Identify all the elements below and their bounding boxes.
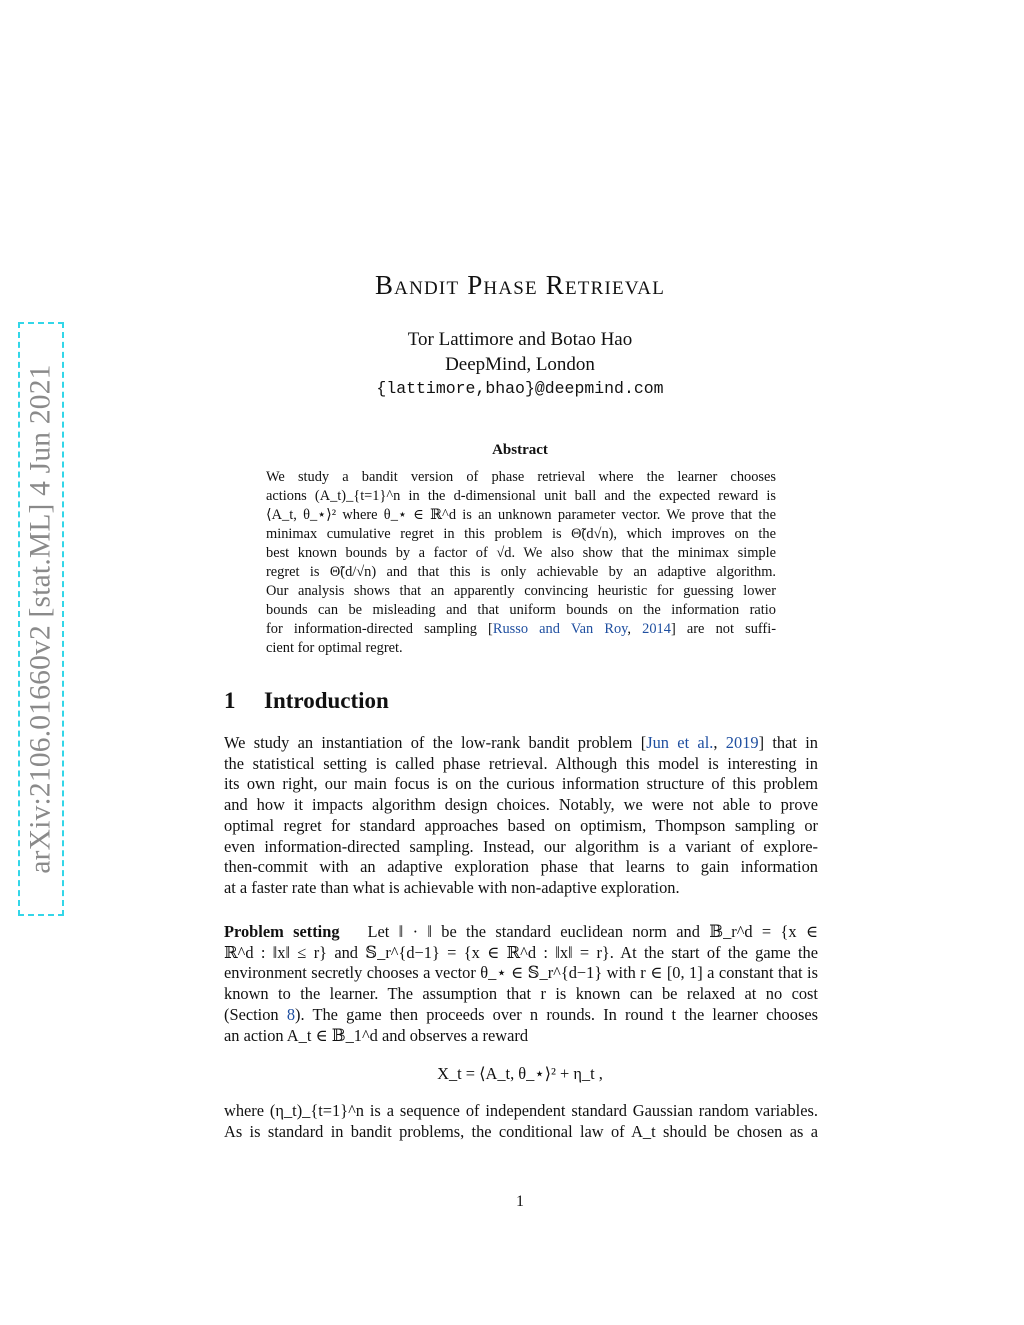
- abstract-line: ⟨A_t, θ_⋆⟩² where θ_⋆ ∈ ℝ^d is an unknown parameter vector. We prove that the: [266, 507, 776, 523]
- abstract-line: regret is Θ̃(d/√n) and that this is only achievable by an adaptive algorithm.: [266, 564, 776, 580]
- abstract-line-with-citation: [266, 620, 776, 639]
- intro-line: the statistical setting is called phase retrieval. Although this model is interesting in: [224, 753, 818, 773]
- citation-year-2014[interactable]: 2014: [642, 621, 671, 637]
- citation-year-2019[interactable]: 2019: [725, 733, 759, 752]
- intro-line: then-commit with an adaptive exploration phase that learns to gain information: [224, 857, 818, 877]
- intro-text: We study an instantiation of the low-rank bandit problem [: [224, 733, 647, 752]
- abstract-line: actions (A_t)_{t=1}^n in the d-dimensional unit ball and the expected reward is: [266, 488, 776, 504]
- problem-line-with-heading: [224, 922, 818, 943]
- intro-line-with-citation: [224, 733, 818, 754]
- problem-setting-heading: Problem setting: [224, 922, 340, 941]
- problem-line: environment secretly chooses a vector θ_⋆ ∈ 𝕊_r^{d−1} with r ∈ [0, 1] a constant that is: [224, 963, 818, 983]
- post-equation-paragraph: [224, 1101, 818, 1142]
- paper-affiliation: DeepMind, London: [445, 354, 595, 375]
- arxiv-stamp: [18, 322, 64, 916]
- abstract-line: bounds can be misleading and that uniform bounds on the information ratio: [266, 602, 776, 618]
- section-title: Introduction: [264, 688, 389, 713]
- post-equation-line: where (η_t)_{t=1}^n is a sequence of independent standard Gaussian random variables.: [224, 1101, 818, 1120]
- section-reference-link[interactable]: 8: [286, 1004, 296, 1024]
- abstract-text: ,: [627, 621, 643, 637]
- paper-title: Bandit Phase Retrieval: [374, 270, 666, 300]
- abstract-line: Our analysis shows that an apparently convincing heuristic for guessing lower: [266, 583, 776, 599]
- abstract-line: cient for optimal regret.: [266, 640, 403, 656]
- citation-jun-et-al[interactable]: Jun et al.: [646, 733, 714, 752]
- problem-text: ). The game then proceeds over n rounds. In round t the learner chooses: [295, 1004, 818, 1024]
- post-equation-line: As is standard in bandit problems, the conditional law of A_t should be chosen as a: [224, 1121, 818, 1141]
- intro-paragraph: [224, 733, 818, 899]
- intro-line: optimal regret for standard approaches based on optimism, Thompson sampling or: [224, 815, 818, 835]
- problem-text: (Section: [224, 1004, 287, 1024]
- intro-line: and how it impacts algorithm design choices. Notably, we were not able to prove: [224, 795, 818, 815]
- paper-email: {lattimore,bhao}@deepmind.com: [376, 379, 664, 398]
- paper-authors: Tor Lattimore and Botao Hao: [407, 329, 633, 350]
- problem-line: known to the learner. The assumption that r is known can be relaxed at no cost: [224, 984, 818, 1004]
- intro-text: ,: [713, 733, 726, 752]
- intro-line: its own right, our main focus is on the curious information structure of this problem: [224, 774, 818, 794]
- page-number: 1: [516, 1193, 524, 1210]
- reward-equation: X_t = ⟨A_t, θ_⋆⟩² + η_t ,: [437, 1064, 603, 1083]
- abstract-line: We study a bandit version of phase retrieval where the learner chooses: [266, 469, 776, 485]
- section-heading: [224, 688, 389, 714]
- abstract-text: for information-directed sampling [: [266, 621, 493, 637]
- problem-line: an action A_t ∈ 𝔹_1^d and observes a reward: [224, 1025, 529, 1045]
- citation-russo-van-roy[interactable]: Russo and Van Roy: [492, 621, 628, 637]
- problem-line-with-section-ref: [224, 1005, 818, 1026]
- abstract-body: [266, 468, 776, 658]
- problem-setting-paragraph: [224, 922, 818, 1046]
- arxiv-identifier: arXiv:2106.01660v2 [stat.ML] 4 Jun 2021: [24, 364, 57, 874]
- problem-text: Let ‖ · ‖ be the standard euclidean norm and 𝔹_r^d = {x ∈: [367, 922, 819, 941]
- problem-line: ℝ^d : ‖x‖ ≤ r} and 𝕊_r^{d−1} = {x ∈ ℝ^d : ‖x‖ = r}. At the start of the game the: [224, 942, 818, 962]
- abstract-heading: Abstract: [492, 442, 548, 458]
- intro-line: even information-directed sampling. Instead, our algorithm is a variant of explore-: [224, 836, 818, 856]
- abstract-line: minimax cumulative regret in this problem is Θ̃(d√n), which improves on the: [266, 526, 776, 542]
- intro-line: at a faster rate than what is achievable with non-adaptive exploration.: [224, 877, 680, 897]
- abstract-text: ] are not suffi-: [670, 621, 777, 637]
- intro-text: ] that in: [758, 733, 818, 752]
- abstract-line: best known bounds by a factor of √d. We also show that the minimax simple: [266, 545, 776, 561]
- section-number: 1: [224, 688, 236, 713]
